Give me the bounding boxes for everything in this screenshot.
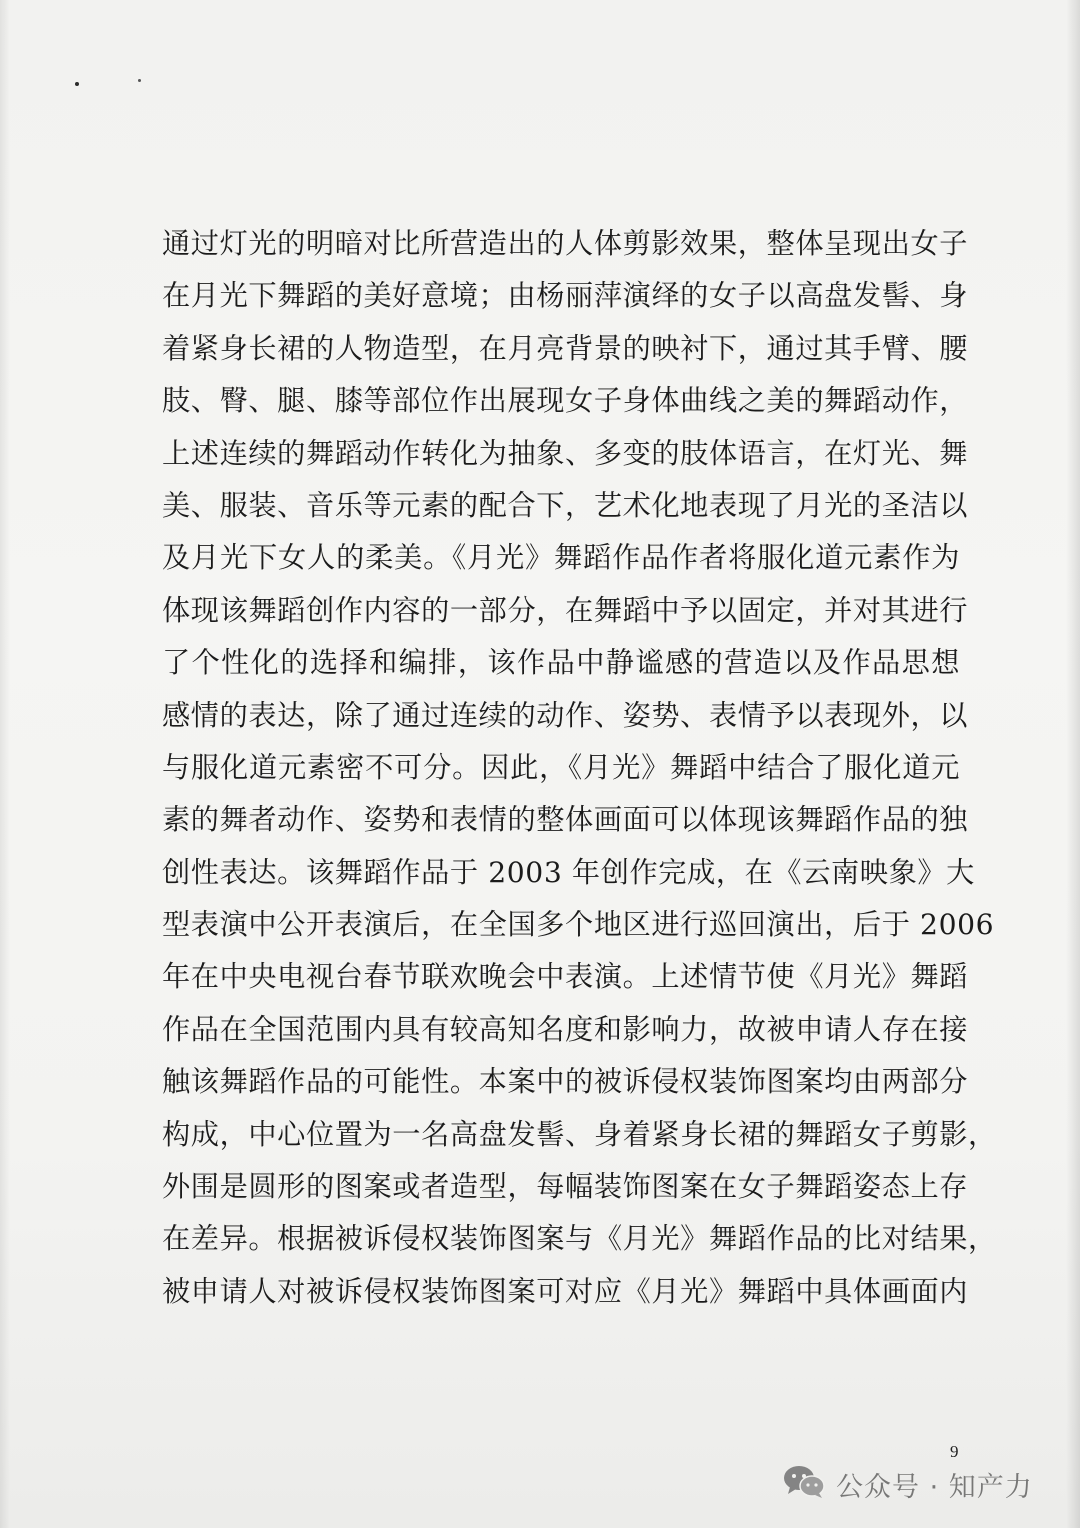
text-line: 年在中央电视台春节联欢晚会中表演。上述情节使《月光》舞蹈 (162, 960, 969, 994)
text-line: 被申请人对被诉侵权装饰图案可对应《月光》舞蹈中具体画面内 (162, 1274, 969, 1308)
text-line: 美、服装、音乐等元素的配合下，艺术化地表现了月光的圣洁以 (162, 488, 969, 522)
text-line: 素的舞者动作、姿势和表情的整体画面可以体现该舞蹈作品的独 (162, 803, 969, 837)
watermark (782, 1463, 1033, 1505)
text-line: 了个性化的选择和编排，该作品中静谧感的营造以及作品思想 (162, 646, 960, 680)
text-line: 触该舞蹈作品的可能性。本案中的被诉侵权装饰图案均由两部分 (162, 1065, 969, 1099)
text-line: 着紧身长裙的人物造型，在月亮背景的映衬下，通过其手臂、腰 (162, 331, 969, 365)
text-line: 型表演中公开表演后，在全国多个地区进行巡回演出，后于 2006 (162, 908, 995, 942)
text-line: 及月光下女人的柔美。《月光》舞蹈作品作者将服化道元素作为 (162, 541, 960, 575)
body-paragraph (162, 218, 997, 1318)
text-line: 在差异。根据被诉侵权装饰图案与《月光》舞蹈作品的比对结果， (162, 1222, 997, 1256)
page-shadow-right (1066, 0, 1080, 1528)
text-line: 构成，中心位置为一名高盘发髻、身着紧身长裙的舞蹈女子剪影， (162, 1117, 997, 1151)
text-line: 创性表达。该舞蹈作品于 2003 年创作完成，在《云南映象》大 (162, 855, 975, 889)
page-shadow-left (0, 0, 10, 1528)
text-line: 上述连续的舞蹈动作转化为抽象、多变的肢体语言，在灯光、舞 (162, 436, 969, 470)
text-line: 外围是圆形的图案或者造型，每幅装饰图案在女子舞蹈姿态上存 (162, 1170, 969, 1204)
text-line: 作品在全国范围内具有较高知名度和影响力，故被申请人存在接 (162, 1012, 969, 1046)
text-line: 体现该舞蹈创作内容的一部分，在舞蹈中予以固定，并对其进行 (162, 593, 969, 627)
text-line: 与服化道元素密不可分。因此，《月光》舞蹈中结合了服化道元 (162, 750, 960, 784)
binding-hole-mark (138, 79, 141, 82)
page-number: 9 (950, 1442, 959, 1461)
text-line: 通过灯光的明暗对比所营造出的人体剪影效果，整体呈现出女子 (162, 227, 969, 260)
text-line: 在月光下舞蹈的美好意境；由杨丽萍演绎的女子以高盘发髻、身 (162, 279, 969, 313)
text-line: 感情的表达，除了通过连续的动作、姿势、表情予以表现外，以 (162, 698, 969, 732)
text-line: 肢、臀、腿、膝等部位作出展现女子身体曲线之美的舞蹈动作， (162, 384, 969, 418)
binding-hole-mark (75, 82, 79, 86)
wechat-icon (782, 1464, 826, 1504)
watermark-text: 公众号 · 知产力 (836, 1471, 1033, 1503)
